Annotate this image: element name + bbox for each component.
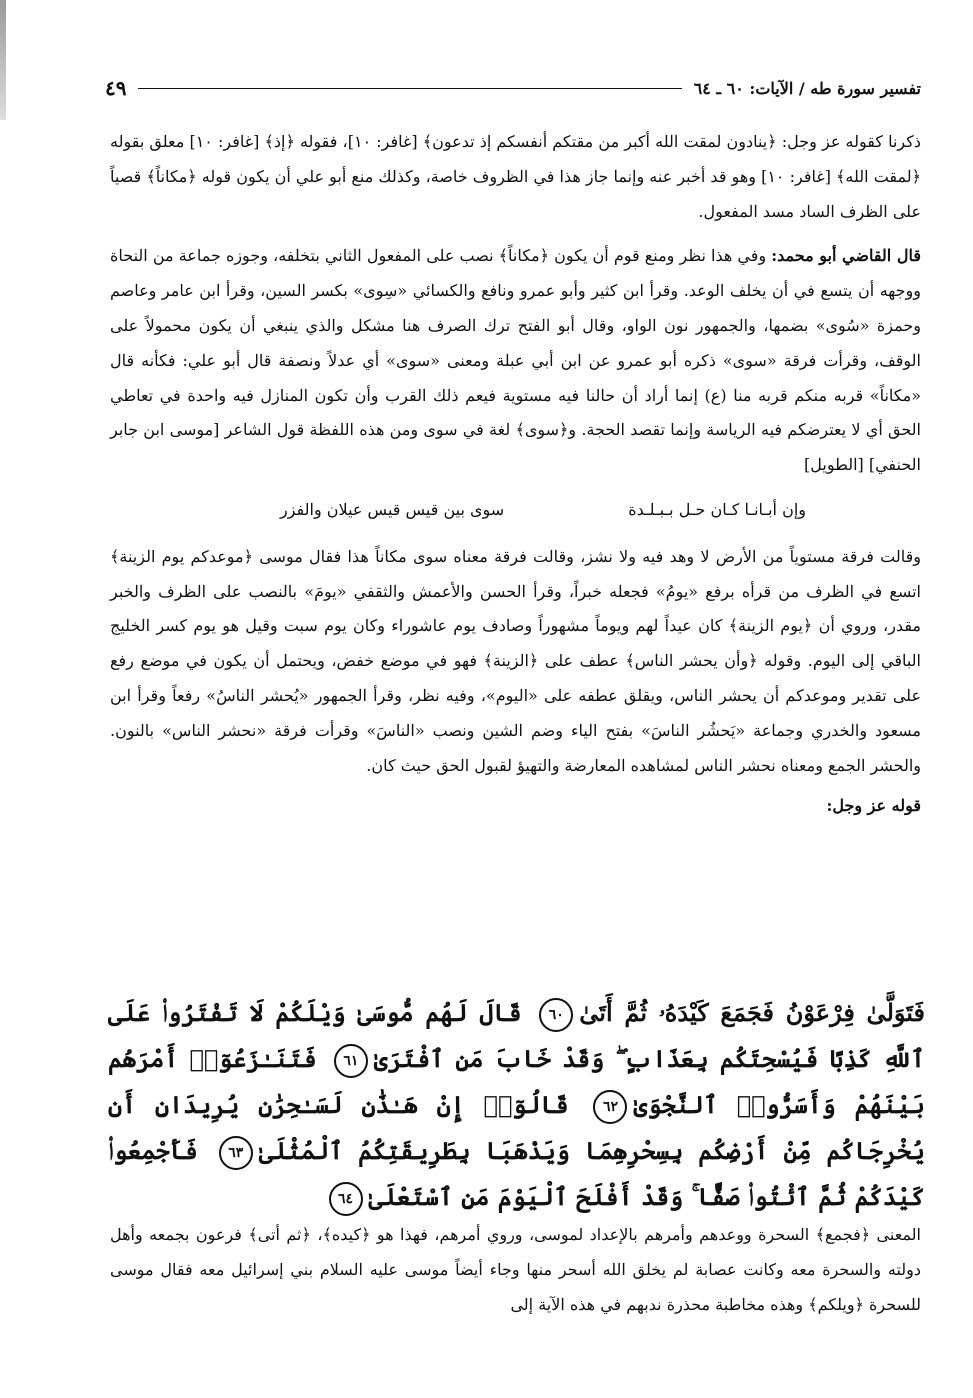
ayah-text: فَأَجْمِعُوا۟ كَيْدَكُمْ ثُمَّ ٱئْتُوا۟ صَفًّا ۚ وَقَدْ أَفْلَحَ ٱلْيَوْمَ مَنِ ٱسْتَعْلَىٰ — [108, 1136, 925, 1211]
ayah-text: فَتَنَـٰزَعُوٓا۟ أَمْرَهُم بَيْنَهُمْ وَأَسَرُّوا۟ ٱلنَّجْوَىٰ — [108, 1044, 925, 1119]
ayah-text: قَالَ لَهُم مُّوسَىٰ وَيْلَكُمْ لَا تَفْتَرُوا۟ عَلَى ٱللَّهِ كَذِبًا فَيُسْحِتَكُم بِعَذَابٍ ۖ وَقَدْ خَابَ مَنِ ٱفْتَرَىٰ — [108, 998, 925, 1073]
header-rule — [138, 88, 681, 89]
page-header — [105, 70, 921, 106]
ayah-number-marker: ٦١ — [334, 1044, 368, 1078]
paragraph-2-text: وفي هذا نظر ومنع قوم أن يكون ﴿مكاناً﴾ نصب على المفعول الثاني بتخلفه، وجوزه جماعة من النحاة ووجهه أن يتسع في أن يخلف الوعد. وقرأ ابن كثير وأبو عمرو ونافع والكسائي «سِوى» بكسر السين، وقرأ ابن عامر وعاصم وحمزة «سُوى» بضمها، والجمهور نون الواو، وقال أبو الفتح ترك الصرف هنا مشكل والذي ينبغي أن يكون محمولاً على الوقف، وقرأت فرقة «سوى» ذكره أبو عمرو عن ابن أبي عبلة ومعنى «سوى» أي عدلاً ونصفة قال أبو علي: فكأنه قال «مكاناً» قربه منكم قربه منا (ع) إنما أراد أن حالنا فيه مستوية فيعم ذلك القرب وأن تكون المنازل فيه واحدة في تعاطي الحق أي لا يعترضكم فيه الرياسة وإنما تقصد الحجة. و﴿سوى﴾ لغة في سوى ومن هذه اللفظة قول الشاعر [موسى ابن جابر الحنفي] [الطويل] — [110, 246, 922, 475]
paragraph-2 — [110, 239, 921, 483]
paragraph-3: وقالت فرقة مستوياً من الأرض لا وهد فيه ولا نشز، وقالت فرقة معناه سوى مكاناً هذا فقال موسى ﴿موعدكم يوم الزينة﴾ اتسع في الظرف من قرأه برفع «يومُ» فجعله خبراً، وقرأ الحسن والأعمش والثقفي «يومَ» بالنصب على الظرف والخبر مقدر، وروي أن ﴿يوم الزينة﴾ كان عيداً لهم ويوماً مشهوراً وصادف يوم عاشوراء وكان يوم سبت وقيل هو يوم كسر الخليج الباقي إلى اليوم. وقوله ﴿وأن يحشر الناس﴾ عطف على ﴿الزينة﴾ فهو في موضع خفض، ويحتمل أن يكون في موضع رفع على تقدير وموعدكم أن يحشر الناس، ويقلق عطفه على «اليوم»، وفيه نظر، وقرأ الجمهور «يُحشر الناسُ» رفعاً وقرأ ابن مسعود والخدري وجماعة «يَحشُر الناسَ» بفتح الياء وضم الشين ونصب «الناسَ» وقرأت فرقة «نحشر الناس» بالنون. والحشر الجمع ومعناه نحشر الناس لمشاهده المعارضة والتهيؤ لقبول الحق حيث كان. — [110, 546, 922, 775]
quran-verses — [108, 990, 925, 1220]
speaker-label: قال القاضي أبو محمد: — [771, 246, 921, 266]
paragraph-1: ذكرنا كقوله عز وجل: ﴿ينادون لمقت الله أكبر من مقتكم أنفسكم إذ تدعون﴾ [غافر: ١٠]، فقوله ﴿إذ﴾ [غافر: ١٠] معلق بقوله ﴿لمقت الله﴾ [غافر: ١٠] وهو قد أخبر عنه وإنما جاز هذا في الظروف خاصة، وكذلك منع أبو علي أن يكون قوله ﴿مكاناً﴾ قصياً على الظرف الساد مسد المفعول. — [110, 132, 922, 221]
ayah-text: فَتَوَلَّىٰ فِرْعَوْنُ فَجَمَعَ كَيْدَهُۥ ثُمَّ أَتَىٰ — [579, 998, 925, 1027]
tafsir-body — [110, 125, 921, 824]
poem-verse — [280, 493, 806, 528]
commentary-paragraph: المعنى ﴿فجمع﴾ السحرة ووعدهم وأمرهم بالإعداد لموسى، وروي أمرهم، فهذا هو ﴿كيده﴾، ﴿ثم أتى﴾ فرعون بجمعه وأهل دولته والسحرة معه وكانت عصابة لم يخلق الله أسحر منها وجاء أيضاً موسى عليه السلام بني إسرائيل معه فقال موسى للسحرة ﴿ويلكم﴾ وهذه مخاطبة محذرة ندبهم في هذه الآية إلى — [110, 1225, 921, 1314]
ayah-number-marker: ٦٤ — [329, 1182, 363, 1216]
ayah-text: قَالُوٓا۟ إِنْ هَـٰذَٰنِ لَسَـٰحِرَٰنِ يُرِيدَانِ أَن يُخْرِجَاكُم مِّنْ أَرْضِكُم بِسِحْرِهِمَا وَيَذْهَبَا بِطَرِيقَتِكُمُ ٱلْمُثْلَىٰ — [108, 1090, 925, 1165]
poem-first-hemistich: وإن أبـانـا كـان حـل بـبـلـدة — [628, 499, 806, 519]
ayah-number-marker: ٦٣ — [219, 1136, 253, 1170]
verse-intro: قوله عز وجل: — [826, 796, 921, 816]
running-title: تفسير سورة طه / الآيات: ٦٠ ـ ٦٤ — [693, 78, 921, 98]
scan-edge-shadow — [0, 0, 6, 120]
page-number: ٤٩ — [105, 76, 127, 100]
ayah-number-marker: ٦٢ — [593, 1090, 627, 1124]
ayah-number-marker: ٦٠ — [539, 998, 573, 1032]
commentary — [110, 1218, 921, 1322]
poem-second-hemistich: سوى بين قيس قيس عيلان والفزر — [280, 499, 505, 519]
